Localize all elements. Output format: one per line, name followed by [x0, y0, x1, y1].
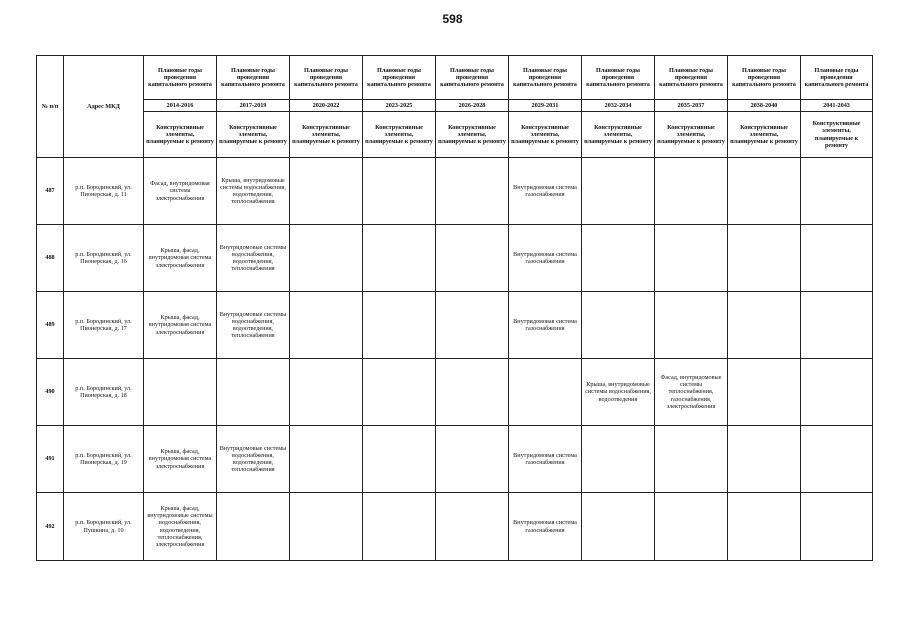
repair-elements-cell: [509, 359, 582, 426]
row-number: 491: [37, 426, 64, 493]
repair-elements-cell: Крыша, фасад, внутридомовая система электроснабжения: [144, 292, 217, 359]
repair-elements-cell: [436, 426, 509, 493]
row-address: р.п. Бородинский, ул. Пионерская, д. 19: [64, 426, 144, 493]
header-period-title: Плановые годы проведения капитального ремонта: [436, 56, 509, 100]
repair-elements-cell: [290, 493, 363, 561]
repair-elements-cell: [728, 158, 801, 225]
header-period-title: Плановые годы проведения капитального ремонта: [217, 56, 290, 100]
repair-elements-cell: [436, 158, 509, 225]
repair-elements-cell: [655, 225, 728, 292]
repair-elements-cell: Крыша, фасад, внутридомовая система электроснабжения: [144, 225, 217, 292]
repair-elements-cell: [363, 493, 436, 561]
header-elements: Конструктивные элементы, планируемые к ремонту: [655, 112, 728, 158]
repair-elements-cell: [801, 359, 873, 426]
repair-elements-cell: [655, 292, 728, 359]
repair-elements-cell: [801, 426, 873, 493]
header-years: 2023-2025: [363, 100, 436, 112]
repair-elements-cell: [436, 359, 509, 426]
row-address: р.п. Бородинский, ул. Пионерская, д. 11: [64, 158, 144, 225]
repair-elements-cell: [655, 158, 728, 225]
header-years: 2041-2043: [801, 100, 873, 112]
repair-elements-cell: Крыша, внутридомовые системы водоснабжения, водоотведения: [582, 359, 655, 426]
repair-elements-cell: [363, 158, 436, 225]
repair-elements-cell: Внутридомовая система газоснабжения: [509, 426, 582, 493]
header-elements: Конструктивные элементы, планируемые к ремонту: [144, 112, 217, 158]
header-elements: Конструктивные элементы, планируемые к ремонту: [217, 112, 290, 158]
repair-elements-cell: Внутридомовая система газоснабжения: [509, 158, 582, 225]
repair-elements-cell: [728, 493, 801, 561]
repair-elements-cell: [801, 493, 873, 561]
header-years: 2032-2034: [582, 100, 655, 112]
row-number: 489: [37, 292, 64, 359]
header-elements: Конструктивные элементы, планируемые к ремонту: [728, 112, 801, 158]
row-address: р.п. Бородинский, ул. Пионерская, д. 18: [64, 359, 144, 426]
row-address: р.п. Бородинский, ул. Пионерская, д. 16: [64, 225, 144, 292]
table-row: [37, 292, 873, 359]
repair-elements-cell: [363, 359, 436, 426]
repair-elements-cell: Крыша, фасад, внутридомовая система электроснабжения: [144, 426, 217, 493]
repair-elements-cell: [290, 359, 363, 426]
header-period-title: Плановые годы проведения капитального ремонта: [290, 56, 363, 100]
capital-repair-table: [36, 55, 873, 561]
header-period-title: Плановые годы проведения капитального ремонта: [509, 56, 582, 100]
repair-elements-cell: Внутридомовая система газоснабжения: [509, 225, 582, 292]
repair-elements-cell: Крыша, фасад, внутридомовые системы водоснабжения, водоотведения, теплоснабжения, электроснабжения: [144, 493, 217, 561]
repair-elements-cell: [582, 493, 655, 561]
repair-elements-cell: Внутридомовые системы водоснабжения, водоотведения, теплоснабжения: [217, 225, 290, 292]
repair-elements-cell: [655, 426, 728, 493]
row-number: 488: [37, 225, 64, 292]
repair-elements-cell: [290, 426, 363, 493]
repair-elements-cell: [582, 292, 655, 359]
row-number: 490: [37, 359, 64, 426]
repair-elements-cell: [436, 292, 509, 359]
row-number: 492: [37, 493, 64, 561]
row-number: 487: [37, 158, 64, 225]
header-elements: Конструктивные элементы, планируемые к ремонту: [509, 112, 582, 158]
repair-elements-cell: [363, 426, 436, 493]
repair-elements-cell: Крыша, внутридомовые системы водоснабжения, водоотведения, теплоснабжения: [217, 158, 290, 225]
header-period-title: Плановые годы проведения капитального ремонта: [728, 56, 801, 100]
repair-elements-cell: [290, 292, 363, 359]
repair-elements-cell: [290, 158, 363, 225]
header-elements: Конструктивные элементы, планируемые к ремонту: [582, 112, 655, 158]
header-elements: Конструктивные элементы, планируемые к ремонту: [290, 112, 363, 158]
header-years: 2029-2031: [509, 100, 582, 112]
header-years: 2026-2028: [436, 100, 509, 112]
header-years: 2017-2019: [217, 100, 290, 112]
repair-elements-cell: [655, 493, 728, 561]
repair-elements-cell: Фасад, внутридомовая система электроснабжения: [144, 158, 217, 225]
header-elements: Конструктивные элементы, планируемые к ремонту: [363, 112, 436, 158]
repair-elements-cell: Внутридомовая система газоснабжения: [509, 493, 582, 561]
repair-elements-cell: Внутридомовые системы водоснабжения, водоотведения, теплоснабжения: [217, 426, 290, 493]
repair-elements-cell: [801, 158, 873, 225]
repair-elements-cell: [217, 359, 290, 426]
repair-elements-cell: [728, 292, 801, 359]
table-row: [37, 493, 873, 561]
header-years: 2038-2040: [728, 100, 801, 112]
repair-elements-cell: [728, 359, 801, 426]
repair-elements-cell: [144, 359, 217, 426]
repair-elements-cell: [728, 426, 801, 493]
header-years: 2014-2016: [144, 100, 217, 112]
table-row: [37, 426, 873, 493]
page-number: 598: [442, 12, 463, 26]
row-address: р.п. Бородинский, ул. Пушкина, д. 10: [64, 493, 144, 561]
repair-elements-cell: [728, 225, 801, 292]
repair-elements-cell: Фасад, внутридомовые системы теплоснабжения, газоснабжения, электроснабжения: [655, 359, 728, 426]
repair-elements-cell: [363, 225, 436, 292]
repair-elements-cell: [436, 225, 509, 292]
header-elements: Конструктивные элементы, планируемые к ремонту: [436, 112, 509, 158]
table-body: [37, 158, 873, 561]
header-period-title: Плановые годы проведения капитального ремонта: [144, 56, 217, 100]
repair-elements-cell: Внутридомовые системы водоснабжения, водоотведения, теплоснабжения: [217, 292, 290, 359]
header-num: № п/п: [37, 56, 64, 158]
header-period-title: Плановые годы проведения капитального ремонта: [655, 56, 728, 100]
header-period-title: Плановые годы проведения капитального ремонта: [582, 56, 655, 100]
repair-elements-cell: [582, 158, 655, 225]
header-years: 2020-2022: [290, 100, 363, 112]
header-period-title: Плановые годы проведения капитального ремонта: [363, 56, 436, 100]
repair-elements-cell: [363, 292, 436, 359]
repair-elements-cell: [582, 426, 655, 493]
table-row: [37, 158, 873, 225]
header-years: 2035-2037: [655, 100, 728, 112]
repair-elements-cell: [217, 493, 290, 561]
repair-elements-cell: [801, 225, 873, 292]
table-row: [37, 359, 873, 426]
header-elements: Конструктивные элементы, планируемые к ремонту: [801, 112, 873, 158]
repair-elements-cell: Внутридомовая система газоснабжения: [509, 292, 582, 359]
repair-elements-cell: [290, 225, 363, 292]
table-row: [37, 225, 873, 292]
row-address: р.п. Бородинский, ул. Пионерская, д. 17: [64, 292, 144, 359]
repair-elements-cell: [436, 493, 509, 561]
header-address: Адрес МКД: [64, 56, 144, 158]
header-period-title: Плановые годы проведения капитального ремонта: [801, 56, 873, 100]
repair-elements-cell: [582, 225, 655, 292]
repair-elements-cell: [801, 292, 873, 359]
